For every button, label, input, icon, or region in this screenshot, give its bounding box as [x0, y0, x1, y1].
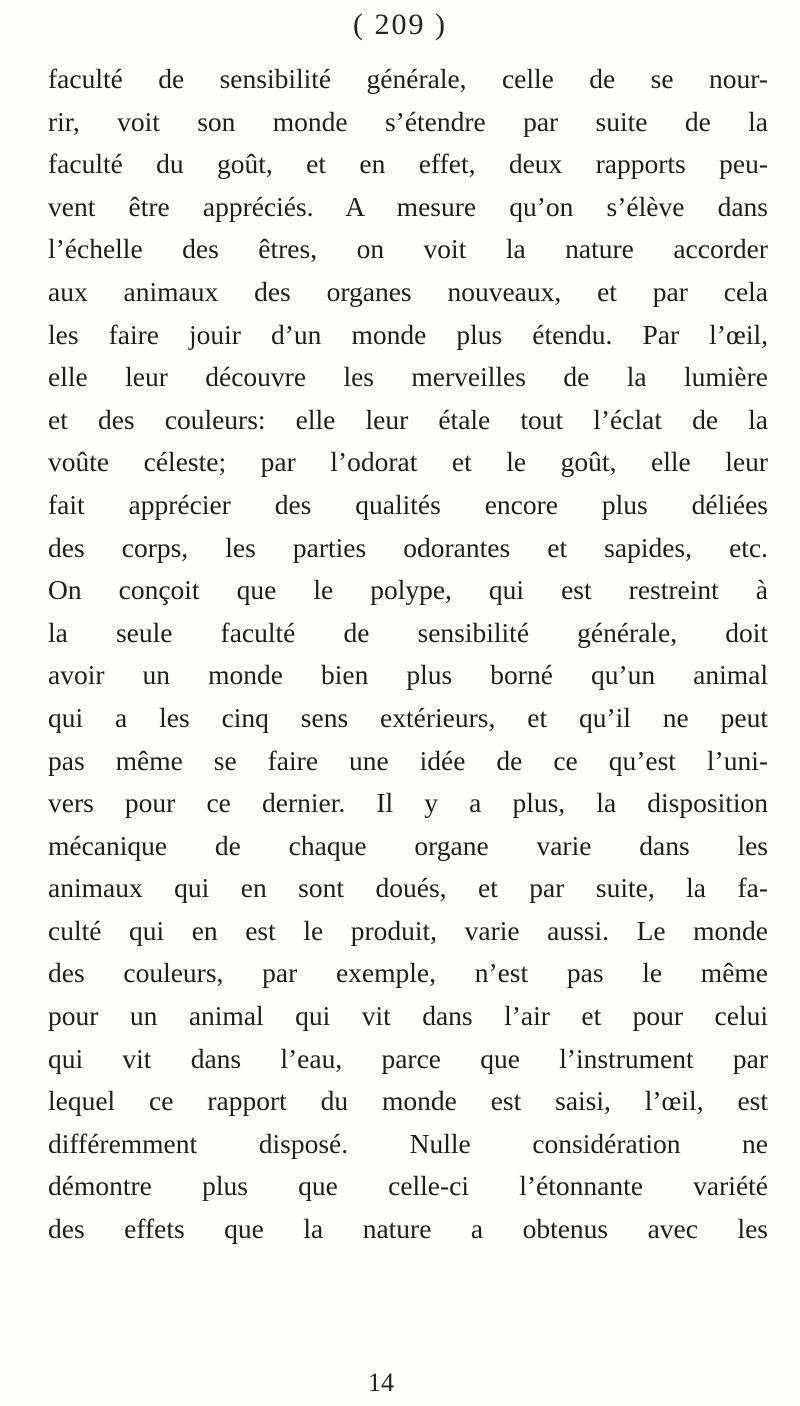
text-line: voûte céleste; par l’odorat et le goût, elle leur [48, 446, 768, 478]
text-line: avoir un monde bien plus borné qu’un animal [48, 659, 768, 691]
text-line: animaux qui en sont doués, et par suite, la fa- [48, 872, 768, 904]
text-line: faculté de sensibilité générale, celle de se nour- [48, 63, 768, 94]
text-line: des effets que la nature a obtenus avec les [48, 1213, 768, 1245]
text-line: différemment disposé. Nulle considération ne [48, 1127, 768, 1159]
text-line: mécanique de chaque organe varie dans les [48, 829, 768, 861]
text-line: les faire jouir d’un monde plus étendu. Par l’œil, [48, 318, 768, 350]
text-line: vers pour ce dernier. Il y a plus, la disposition [48, 787, 768, 819]
text-line: et des couleurs: elle leur étale tout l’éclat de la [48, 403, 768, 435]
text-line: lequel ce rapport du monde est saisi, l’œil, est [48, 1085, 768, 1117]
signature-mark: 14 [368, 1368, 394, 1397]
text-line: l’échelle des êtres, on voit la nature accorder [48, 233, 768, 265]
text-line: faculté du goût, et en effet, deux rapports peu- [48, 148, 768, 180]
body-text [48, 58, 768, 1251]
text-line: rir, voit son monde s’étendre par suite de la [48, 105, 768, 137]
text-line: des corps, les parties odorantes et sapides, etc. [48, 531, 768, 563]
text-line: qui a les cinq sens extérieurs, et qu’il ne peut [48, 701, 768, 733]
text-line: qui vit dans l’eau, parce que l’instrument par [48, 1042, 768, 1074]
text-line: pour un animal qui vit dans l’air et pour celui [48, 1000, 768, 1032]
text-line: pas même se faire une idée de ce qu’est l’uni- [48, 744, 768, 776]
text-line: elle leur découvre les merveilles de la lumière [48, 361, 768, 393]
page-number: ( 209 ) [353, 8, 447, 41]
text-line: On conçoit que le polype, qui est restreint à [48, 574, 768, 606]
text-line: culté qui en est le produit, varie aussi. Le monde [48, 914, 768, 946]
text-line: des couleurs, par exemple, n’est pas le même [48, 957, 768, 989]
text-line: démontre plus que celle-ci l’étonnante variété [48, 1170, 768, 1202]
text-line: fait apprécier des qualités encore plus déliées [48, 488, 768, 520]
text-line: vent être appréciés. A mesure qu’on s’élève dans [48, 190, 768, 222]
text-line: la seule faculté de sensibilité générale, doit [48, 616, 768, 648]
text-line: aux animaux des organes nouveaux, et par cela [48, 275, 768, 307]
